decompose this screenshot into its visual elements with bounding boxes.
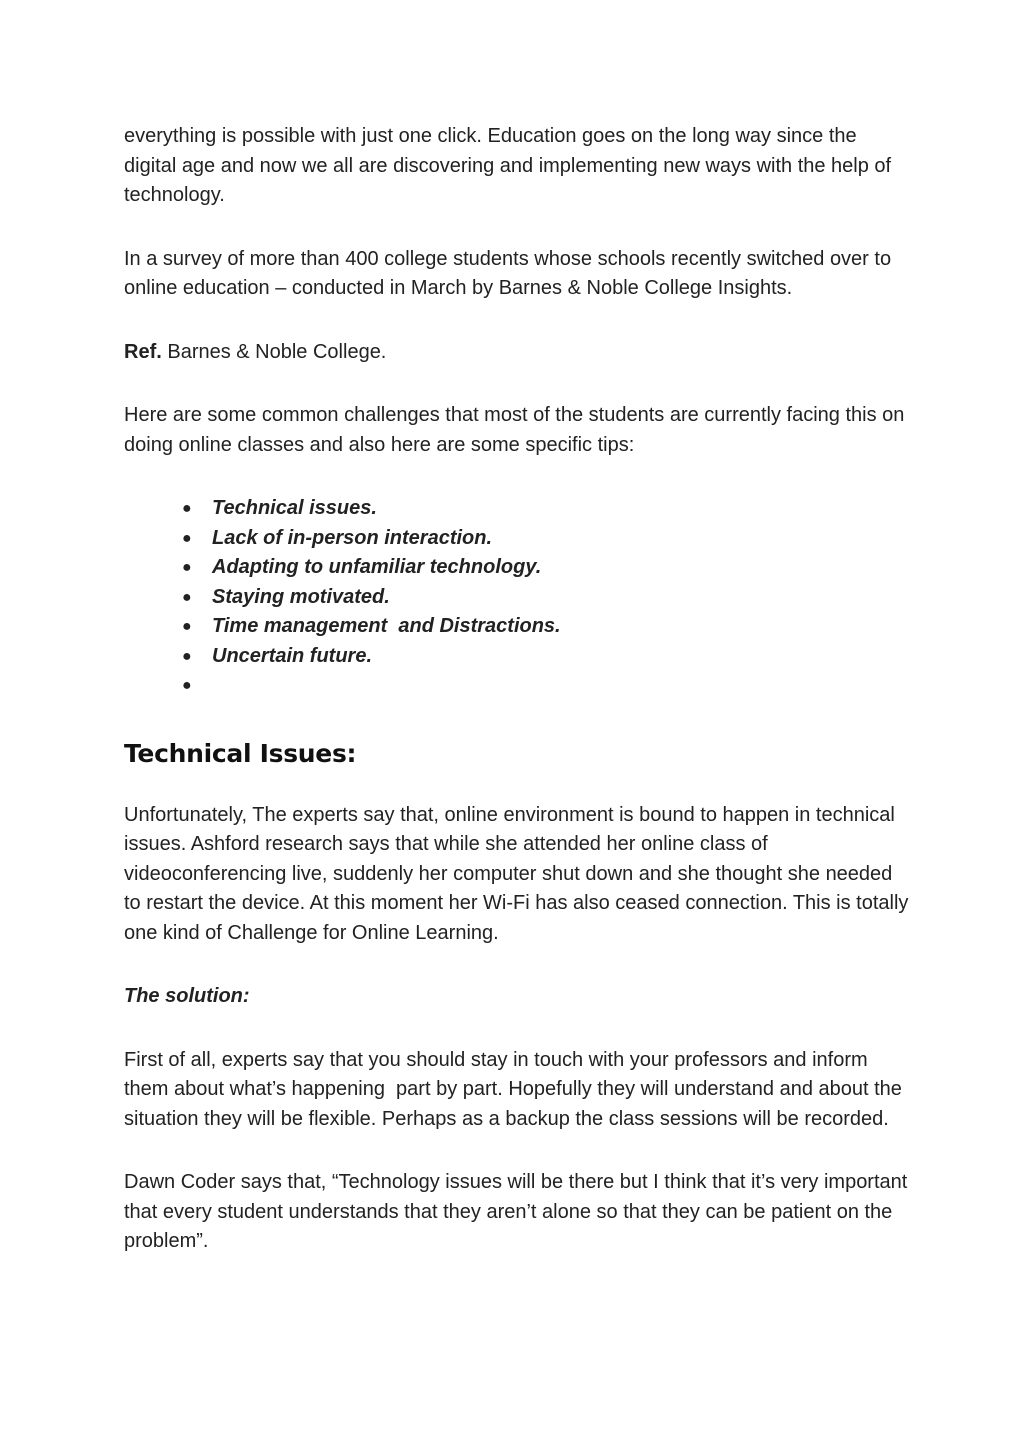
list-item <box>182 671 914 701</box>
solution-paragraph: First of all, experts say that you should stay in touch with your professors and inform them about what’s happening part by part. Hopefully they will understand and about the situation they will be flexible. Perhaps as a backup the class sessions will be recorded. <box>124 1048 908 1130</box>
solution-label: The solution: <box>124 985 250 1007</box>
quote-paragraph: Dawn Coder says that, “Technology issues will be there but I think that it’s very important that every student understands that they aren’t alone so that they can be patient on the problem”. <box>124 1171 908 1252</box>
bullet-icon: ● <box>182 588 192 606</box>
bullet-icon: ● <box>182 559 192 576</box>
list-item: ● Time management and Distractions. <box>182 612 914 642</box>
reference-text: Barnes & Noble College. <box>161 340 387 363</box>
challenges-list <box>124 494 914 701</box>
list-item: ● Technical issues. <box>182 494 914 524</box>
intro-paragraph: everything is possible with just one click. Education goes on the long way since the digital age and now we all are discovering and implementing new ways with the help of technology. <box>124 125 892 206</box>
list-item: ● Staying motivated. <box>182 583 914 613</box>
list-item: ● Adapting to unfamiliar technology. <box>182 553 914 583</box>
survey-paragraph: In a survey of more than 400 college students whose schools recently switched over to online education – conducted in March by Barnes & Noble College Insights. <box>124 247 892 299</box>
reference-label: Ref. <box>124 340 162 363</box>
technical-issues-paragraph: Unfortunately, The experts say that, online environment is bound to happen in technical issues. Ashford research says that while she attended her online class of videoconferencing live, suddenly her computer shut down and she thought she needed to restart the device. At this moment her Wi-Fi has also ceased connection. This is totally one kind of Challenge for Online Learning. <box>124 803 909 944</box>
bullet-icon: ● <box>182 618 192 635</box>
reference-line <box>124 338 914 368</box>
challenges-intro-paragraph: Here are some common challenges that most of the students are currently facing this on doing online classes and also here are some specific tips: <box>124 404 905 456</box>
bullet-icon: ● <box>182 647 192 665</box>
document-page <box>124 122 914 1257</box>
list-item: ● Uncertain future. <box>182 642 914 672</box>
section-heading: Technical Issues: <box>124 738 357 768</box>
bullet-icon: ● <box>182 529 192 547</box>
bullet-icon: ● <box>182 500 192 517</box>
bullet-icon: ● <box>182 677 192 694</box>
list-item: ● Lack of in-person interaction. <box>182 524 914 554</box>
